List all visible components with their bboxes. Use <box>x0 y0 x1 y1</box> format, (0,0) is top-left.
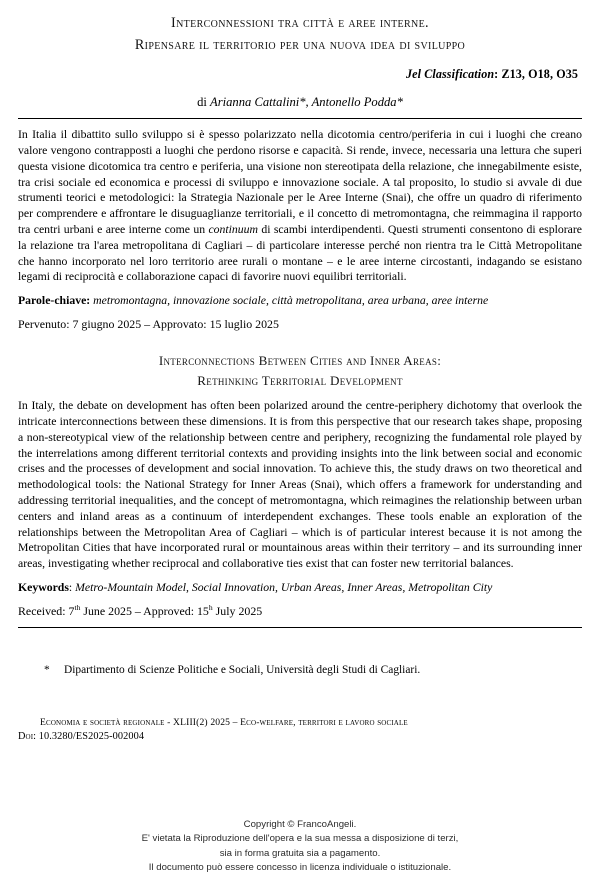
received-en-rest: June 2025 <box>80 603 132 618</box>
approved-en-day: 15 <box>196 603 209 618</box>
title-en-line-1: Interconnections Between Cities and Inner Areas: <box>158 352 442 368</box>
copyright-line-2: E' vietata la Riproduzione dell'opera e la sua messa a disposizione di terzi, <box>141 833 459 845</box>
approved-en-rest: July 2025 <box>212 603 263 618</box>
title-line-2: Ripensare il territorio per una nuova idea di sviluppo <box>134 36 466 53</box>
received-en-label: Received: <box>18 603 69 618</box>
abstract-it-italic-term: continuum <box>208 222 259 236</box>
received-it-date: 7 giugno 2025 <box>72 316 142 331</box>
abstract-italian <box>18 127 582 285</box>
journal-issue-line: Economia e società regionale - XLIII(2) 2025 – Eco-welfare, territori e lavoro sociale <box>40 716 408 728</box>
divider-top <box>18 118 582 119</box>
received-it-label: Pervenuto: <box>18 316 73 331</box>
keywords-italian <box>18 293 582 309</box>
keywords-en-values: Metro-Mountain Model, Social Innovation, Urban Areas, Inner Areas, Metropolitan City <box>75 581 493 595</box>
jel-label: Jel Classification <box>406 67 495 82</box>
received-en-ordinal: th <box>74 602 81 612</box>
copyright-line-1: Copyright © FrancoAngeli. <box>243 818 357 830</box>
footnote-text: Dipartimento di Scienze Politiche e Sociali, Università degli Studi di Cagliari. <box>64 663 421 676</box>
title-line-1: Interconnessioni tra città e aree interne. <box>171 15 429 31</box>
keywords-it-label: Parole-chiave: <box>18 294 91 308</box>
copyright-line-4: Il documento può essere concesso in licenza individuale o istituzionale. <box>148 862 452 874</box>
keywords-en-separator: : <box>68 581 76 595</box>
dates-it-separator: – <box>141 316 153 331</box>
jel-classification <box>18 67 582 82</box>
affiliation-footnote <box>18 663 582 678</box>
divider-bottom <box>18 627 582 628</box>
footnote-marker: * <box>44 663 50 676</box>
approved-en-ordinal: h <box>208 602 213 612</box>
approved-it-date: 15 luglio 2025 <box>209 316 279 331</box>
abstract-it-part1: In Italia il dibattito sullo sviluppo si è spesso polarizzato nella dicotomia centro/periferia in cui i luoghi che creano valore vengono contrapposti a luoghi che perdono risorse e capacità. Si rende, invece, necessaria una lettura che superi questa visione dicotomica tra centro e periferia, una visione non stereotipata della relazione, che innegabilmente esiste, tra crisi sociale ed economica e processi di sviluppo e innovazione sociale. A tal proposito, lo studio si avvale di due strumenti teorici e metodologici: la Strategia Nazionale per le Aree Interne (Snai), che offre un quadro di riferimento per comprendere e affrontare le disuguaglianze territoriali, e il concetto di metromontagna, che reimmagina il rapporto tra centri urbani e aree interne come un <box>18 128 582 236</box>
copyright-notice <box>0 818 600 876</box>
doi-line: Doi: 10.3280/ES2025-002004 <box>18 731 145 743</box>
dates-en-separator: – <box>131 603 144 618</box>
jel-separator: : <box>494 67 502 82</box>
abstract-it-part2: di scambi interdipendenti. Questi strumenti consentono di esplorare la relazione tra l'area metropolitana di Cagliari – di particolare interesse perché non rientra tra le Città Metropolitane che hanno incorporato nel loro territorio aree rurali o montane – e le aree interne circostanti, indagando se esistano legami di reciprocità e collaborazione capaci di favorire nuovi equilibri territoriali. <box>18 222 582 284</box>
received-en-day: 7 <box>68 603 75 618</box>
approved-it-label: Approvato: <box>152 316 210 331</box>
page-title <box>18 0 582 56</box>
byline-prefix: di <box>197 95 211 110</box>
approved-en-label: Approved: <box>143 603 197 618</box>
keywords-en-label: Keywords <box>18 581 69 595</box>
dates-italian <box>18 316 582 332</box>
title-en-line-2: Rethinking Territorial Development <box>197 372 403 388</box>
abstract-english: In Italy, the debate on development has often been polarized around the centre-periphery dichotomy that overlook the intricate interconnections between these dimensions. It is from this perspective that our research takes shape, proposing a non-stereotypical view of the relationship between centre and periphery, recognizing the fundamental role played by the interrelations among different territorial contexts and providing insights into the link between social and economic crises and the processes of development and social innovation. To achieve this, the study draws on two theoretical and methodological tools: the National Strategy for Inner Areas (Snai), which offers a framework for understanding and addressing territorial inequalities, and the concept of metromontagna, which reimagines the relationship between urban centers and inland areas as a continuum of interdependent exchanges. These tools enable an exploration of the relationships between the Metropolitan Area of Cagliari – which is of particular interest because it is not among the Metropolitan Cities that have incorporated rural or mountainous areas within their territory – and its surrounding inner areas, investigating whether reciprocal and collaborative ties exist that can foster new territorial balances. <box>18 399 582 571</box>
page-title-english <box>18 351 582 390</box>
dates-english <box>18 603 582 619</box>
author-byline <box>18 95 582 110</box>
author-names: Arianna Cattalini*, Antonello Podda* <box>210 95 403 110</box>
journal-footer <box>18 716 582 745</box>
jel-codes: Z13, O18, O35 <box>501 67 578 82</box>
copyright-line-3: sia in forma gratuita sia a pagamento. <box>219 847 381 859</box>
keywords-english <box>18 580 582 596</box>
keywords-it-values: metromontagna, innovazione sociale, città metropolitana, area urbana, aree interne <box>90 294 489 308</box>
